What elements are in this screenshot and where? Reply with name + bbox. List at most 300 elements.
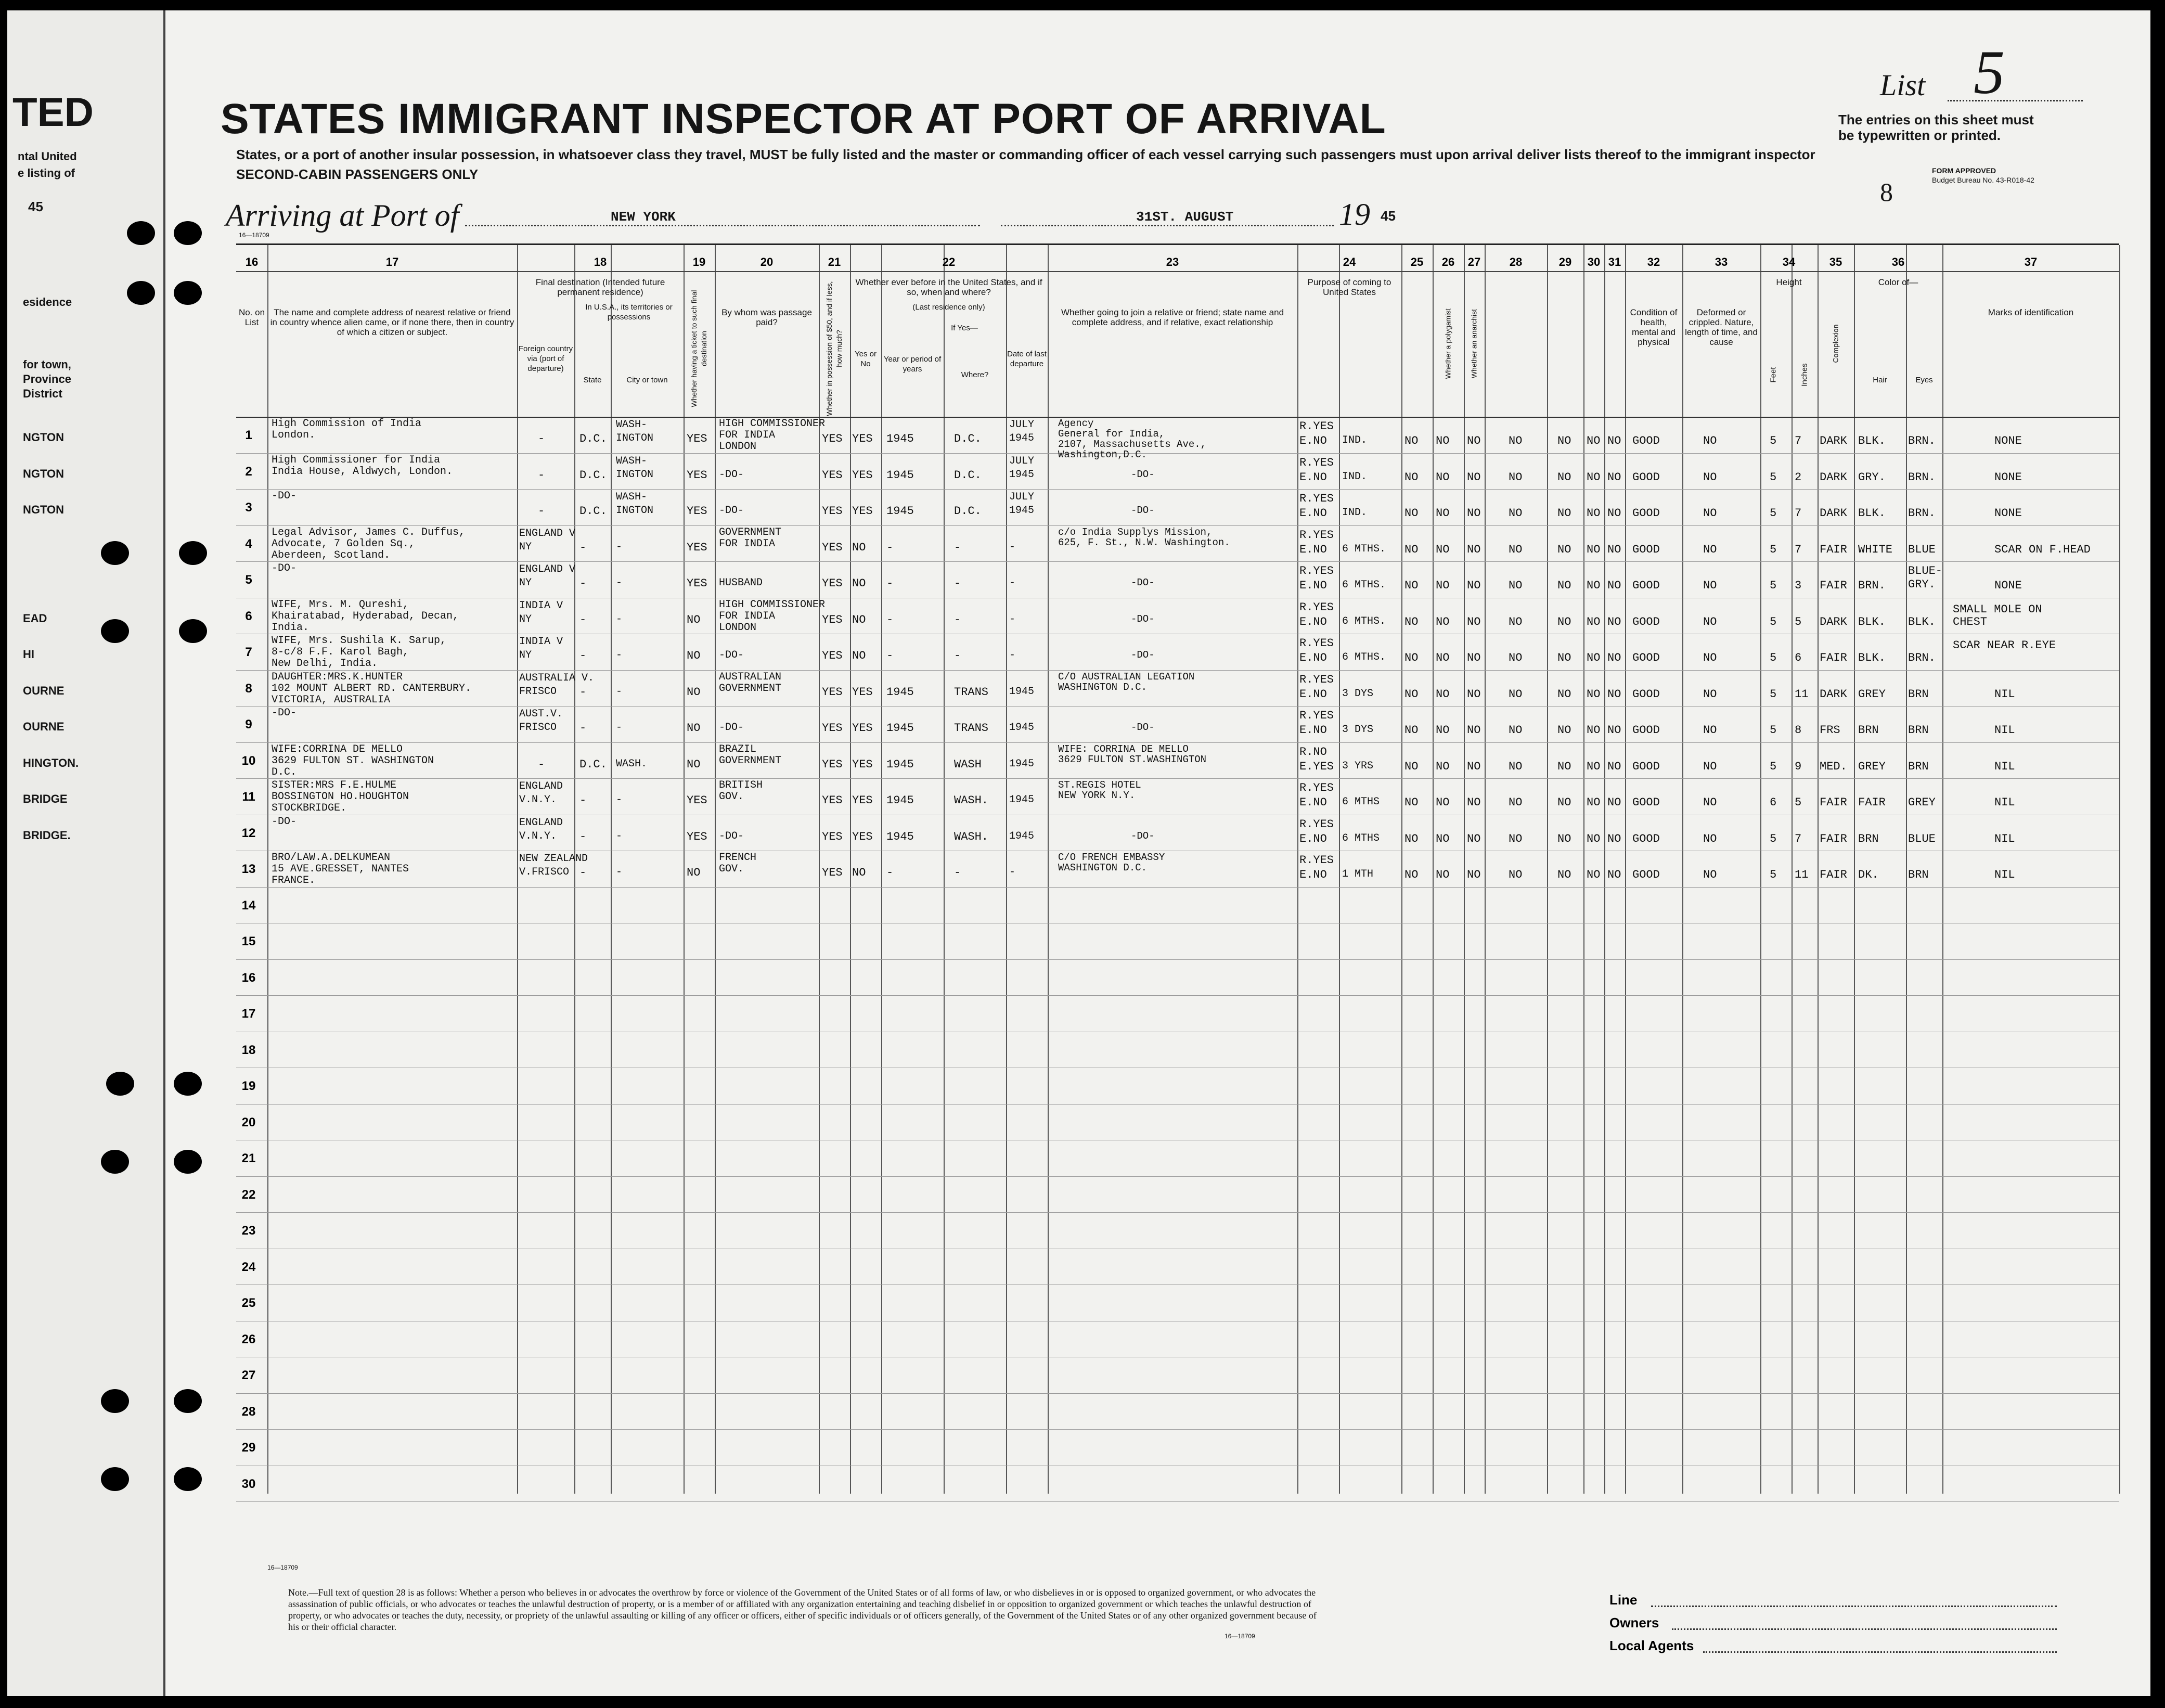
purpose-r: R.NO xyxy=(1299,745,1327,759)
height-feet: 5 xyxy=(1770,507,1777,520)
deformed-value: NO xyxy=(1703,507,1717,520)
answer-c29: NO xyxy=(1557,832,1571,845)
column-divider xyxy=(1818,245,1819,1494)
fifty-dollars-value: YES xyxy=(822,541,843,554)
last-departure-date: - xyxy=(1009,613,1016,625)
column-subheader: Eyes xyxy=(1915,376,1933,384)
column-divider xyxy=(715,245,716,1494)
complexion: FAIR xyxy=(1820,651,1847,664)
before-in-us: YES xyxy=(852,468,873,482)
answer-c28: NO xyxy=(1509,615,1523,628)
answer-c29: NO xyxy=(1557,724,1571,737)
column-subheader: Feet xyxy=(1769,367,1778,383)
before-where: WASH xyxy=(954,757,982,771)
punch-hole xyxy=(179,541,207,565)
destination-city: WASH- xyxy=(616,419,648,431)
ticket-value: YES xyxy=(687,541,707,554)
answer-c28: NO xyxy=(1509,579,1523,592)
row-divider xyxy=(236,1429,2119,1430)
column-number: 23 xyxy=(1166,255,1179,268)
row-number: 1 xyxy=(245,428,252,442)
ticket-value: YES xyxy=(687,794,707,807)
punch-hole xyxy=(106,1072,134,1096)
foreign-country: - xyxy=(538,432,545,445)
punch-hole xyxy=(101,541,129,565)
row-number: 3 xyxy=(245,500,252,515)
answer-c29: NO xyxy=(1557,651,1571,664)
purpose-e: E.NO xyxy=(1299,796,1327,809)
last-departure-date: 1945 xyxy=(1009,830,1035,842)
passage-paid-by: HIGH COMMISSIONER xyxy=(719,418,826,430)
identification-marks: NIL xyxy=(1994,687,2015,701)
height-inches: 7 xyxy=(1795,434,1802,447)
list-label: List xyxy=(1880,68,1926,102)
answer-c29: NO xyxy=(1557,470,1571,484)
column-divider xyxy=(1297,245,1298,1494)
line-field[interactable] xyxy=(1651,1606,2057,1607)
joining-address-line: Washington,D.C. xyxy=(1058,449,1148,460)
height-inches: 8 xyxy=(1795,724,1802,737)
purpose-e: E.NO xyxy=(1299,687,1327,701)
destination-city: INGTON xyxy=(616,432,654,444)
last-departure-date: 1945 xyxy=(1009,757,1035,770)
column-subheader: Foreign country via (port of departure) xyxy=(518,344,573,373)
health-condition: GOOD xyxy=(1632,507,1660,520)
left-row-fragment: BRIDGE. xyxy=(23,828,71,842)
row-number: 25 xyxy=(241,1296,256,1310)
left-fragment-province: Province xyxy=(23,373,71,386)
answer-c30: NO xyxy=(1587,470,1601,484)
before-year: 1945 xyxy=(886,468,914,482)
deformed-value: NO xyxy=(1703,687,1717,701)
hair-color: FAIR xyxy=(1858,796,1886,809)
answer-c30: NO xyxy=(1587,724,1601,737)
port-line xyxy=(465,225,980,226)
joining-address-line: NEW YORK N.Y. xyxy=(1058,790,1136,801)
row-number: 4 xyxy=(245,536,252,551)
answer-c25: NO xyxy=(1404,579,1419,592)
before-year: - xyxy=(886,541,894,554)
health-condition: GOOD xyxy=(1632,832,1660,845)
health-condition: GOOD xyxy=(1632,470,1660,484)
destination-state: - xyxy=(579,541,587,554)
relative-address-line: BOSSINGTON HO.HOUGHTON xyxy=(272,791,409,803)
column-divider xyxy=(1583,245,1584,1494)
answer-c28: NO xyxy=(1509,434,1523,447)
left-fragment-residence: esidence xyxy=(23,296,72,309)
answer-c25: NO xyxy=(1404,507,1419,520)
column-subheader: Date of last departure xyxy=(1007,350,1047,368)
column-subheader: In U.S.A., its territories or possessions xyxy=(585,303,673,322)
deformed-value: NO xyxy=(1703,579,1717,592)
passage-paid-by: -DO- xyxy=(719,505,744,517)
relative-address-line: Aberdeen, Scotland. xyxy=(272,549,391,561)
relative-address-line: WIFE, Mrs. Sushila K. Sarup, xyxy=(272,635,447,647)
answer-c29: NO xyxy=(1557,796,1571,809)
complexion: FAIR xyxy=(1820,832,1847,845)
before-in-us: NO xyxy=(852,541,866,554)
purpose-r: R.YES xyxy=(1299,528,1334,542)
fifty-dollars-value: YES xyxy=(822,685,843,699)
answer-c31: NO xyxy=(1607,868,1621,881)
stay-length: 6 MTHS. xyxy=(1342,615,1386,627)
fifty-dollars-value: YES xyxy=(822,794,843,807)
answer-c26: NO xyxy=(1436,760,1450,773)
answer-c25: NO xyxy=(1404,868,1419,881)
owners-field[interactable] xyxy=(1672,1628,2057,1630)
destination-city: - xyxy=(616,866,623,878)
column-divider xyxy=(944,245,945,1494)
answer-c27: NO xyxy=(1467,724,1481,737)
destination-city: - xyxy=(616,685,623,698)
left-fragment-listing: e listing of xyxy=(18,166,75,179)
row-divider xyxy=(236,959,2119,960)
last-departure-date: JULY xyxy=(1009,491,1035,503)
joining-address-line: -DO- xyxy=(1131,577,1155,588)
answer-c25: NO xyxy=(1404,434,1419,447)
row-number: 8 xyxy=(245,681,252,696)
foreign-port: FRISCO xyxy=(519,722,557,734)
answer-c26: NO xyxy=(1436,470,1450,484)
before-where: D.C. xyxy=(954,505,982,518)
row-divider xyxy=(236,995,2119,996)
answer-c28: NO xyxy=(1509,687,1523,701)
answer-c28: NO xyxy=(1509,760,1523,773)
height-inches: 7 xyxy=(1795,832,1802,845)
answer-c29: NO xyxy=(1557,760,1571,773)
before-year: - xyxy=(886,613,894,626)
purpose-r: R.YES xyxy=(1299,673,1334,686)
before-where: WASH. xyxy=(954,830,989,843)
passage-paid-by: BRAZIL xyxy=(719,743,757,755)
answer-c27: NO xyxy=(1467,760,1481,773)
joining-address-line: 2107, Massachusetts Ave., xyxy=(1058,439,1207,450)
stay-length: 6 MTHS. xyxy=(1342,543,1386,555)
answer-c27: NO xyxy=(1467,868,1481,881)
row-number: 11 xyxy=(242,790,255,804)
answer-c26: NO xyxy=(1436,543,1450,556)
foreign-country: AUST.V. xyxy=(519,708,563,720)
hair-color: BRN. xyxy=(1858,579,1886,592)
foreign-country: NEW ZEALAND xyxy=(519,853,588,865)
stay-length: 1 MTH xyxy=(1342,868,1374,880)
column-header: Purpose of coming to United States xyxy=(1307,277,1391,297)
answer-c29: NO xyxy=(1557,434,1571,447)
purpose-e: E.NO xyxy=(1299,543,1327,556)
answer-c28: NO xyxy=(1509,832,1523,845)
complexion: FAIR xyxy=(1820,579,1847,592)
before-in-us: YES xyxy=(852,505,873,518)
row-number: 30 xyxy=(241,1476,256,1491)
form-title: STATES IMMIGRANT INSPECTOR AT PORT OF ARRIVAL xyxy=(221,95,1386,143)
answer-c25: NO xyxy=(1404,615,1419,628)
row-divider xyxy=(236,1104,2119,1105)
destination-state: - xyxy=(579,830,587,843)
foreign-country: INDIA V xyxy=(519,636,563,648)
column-divider xyxy=(1604,245,1605,1494)
row-number: 16 xyxy=(241,970,256,985)
form-code-bottom: 16—18709 xyxy=(1225,1633,1255,1640)
row-number: 19 xyxy=(241,1079,256,1093)
column-header: No. on List xyxy=(238,307,265,327)
identification-marks: NONE xyxy=(1994,507,2022,520)
before-year: 1945 xyxy=(886,794,914,807)
answer-c31: NO xyxy=(1607,796,1621,809)
height-inches: 11 xyxy=(1795,868,1809,881)
height-feet: 6 xyxy=(1770,796,1777,809)
column-header: Whether a polygamist xyxy=(1444,308,1452,379)
column-number: 20 xyxy=(760,255,774,268)
column-divider xyxy=(1006,245,1007,1494)
left-row-fragment: BRIDGE xyxy=(23,792,68,805)
column-divider xyxy=(819,245,820,1494)
row-number: 2 xyxy=(245,464,252,479)
destination-city: WASH. xyxy=(616,757,648,770)
height-feet: 5 xyxy=(1770,543,1777,556)
complexion: FAIR xyxy=(1820,543,1847,556)
relative-address-line: -DO- xyxy=(272,707,297,719)
column-number: 32 xyxy=(1647,255,1660,268)
row-divider xyxy=(236,525,2119,526)
row-divider xyxy=(236,1212,2119,1213)
joining-address-line: General for India, xyxy=(1058,428,1165,440)
eye-color: BRN. xyxy=(1908,507,1936,520)
column-divider xyxy=(1625,245,1626,1494)
column-number: 26 xyxy=(1441,255,1455,268)
answer-c29: NO xyxy=(1557,687,1571,701)
relative-address-line: FRANCE. xyxy=(272,875,316,887)
ticket-value: NO xyxy=(687,722,701,735)
column-number: 19 xyxy=(692,255,706,268)
answer-c30: NO xyxy=(1587,868,1601,881)
health-condition: GOOD xyxy=(1632,724,1660,737)
before-year: 1945 xyxy=(886,722,914,735)
answer-c30: NO xyxy=(1587,507,1601,520)
eye-color: BLUE xyxy=(1908,543,1936,556)
joining-address-line: -DO- xyxy=(1131,830,1155,842)
health-condition: GOOD xyxy=(1632,796,1660,809)
ticket-value: YES xyxy=(687,830,707,843)
answer-c30: NO xyxy=(1587,832,1601,845)
column-header: Deformed or crippled. Nature, length of time, and cause xyxy=(1685,307,1758,347)
joining-address-line: -DO- xyxy=(1131,468,1155,480)
before-where: WASH. xyxy=(954,794,989,807)
fifty-dollars-value: YES xyxy=(822,830,843,843)
passage-paid-by: FRENCH xyxy=(719,852,757,864)
joining-address-line: C/O AUSTRALIAN LEGATION xyxy=(1058,671,1195,683)
identification-marks: NIL xyxy=(1994,760,2015,773)
list-number: 5 xyxy=(1974,37,2005,107)
ticket-value: YES xyxy=(687,505,707,518)
left-row-fragment: NGTON xyxy=(23,503,65,516)
row-number: 28 xyxy=(241,1404,256,1419)
identification-marks: NIL xyxy=(1994,724,2015,737)
column-subheader: Inches xyxy=(1800,363,1809,387)
relative-address-line: 8-c/8 F.F. Karol Bagh, xyxy=(272,646,409,658)
complexion: MED. xyxy=(1820,760,1847,773)
before-year: - xyxy=(886,649,894,662)
punch-hole xyxy=(174,1072,202,1096)
column-divider xyxy=(1792,245,1793,1494)
answer-c27: NO xyxy=(1467,651,1481,664)
purpose-r: R.YES xyxy=(1299,854,1334,867)
answer-c26: NO xyxy=(1436,868,1450,881)
answer-c31: NO xyxy=(1607,760,1621,773)
height-feet: 5 xyxy=(1770,651,1777,664)
left-row-fragment: OURNE xyxy=(23,684,65,697)
answer-c29: NO xyxy=(1557,543,1571,556)
hair-color: BRN xyxy=(1858,832,1879,845)
health-condition: GOOD xyxy=(1632,868,1660,881)
agents-field[interactable] xyxy=(1703,1651,2057,1653)
relative-address-line: Advocate, 7 Golden Sq., xyxy=(272,537,416,550)
arriving-label: Arriving at Port of xyxy=(226,198,459,233)
answer-c25: NO xyxy=(1404,651,1419,664)
foreign-country: - xyxy=(538,757,545,771)
destination-state: - xyxy=(579,613,587,626)
column-number: 30 xyxy=(1587,255,1601,268)
height-inches: 6 xyxy=(1795,651,1802,664)
passage-paid-by: GOV. xyxy=(719,791,744,803)
answer-c30: NO xyxy=(1587,434,1601,447)
answer-c25: NO xyxy=(1404,832,1419,845)
deformed-value: NO xyxy=(1703,868,1717,881)
ticket-value: NO xyxy=(687,757,701,771)
column-number: 24 xyxy=(1343,255,1356,268)
left-fragment-united: ntal United xyxy=(18,150,77,163)
answer-c26: NO xyxy=(1436,651,1450,664)
passage-paid-by: LONDON xyxy=(719,621,757,634)
fifty-dollars-value: YES xyxy=(822,505,843,518)
height-feet: 5 xyxy=(1770,724,1777,737)
answer-c30: NO xyxy=(1587,615,1601,628)
joining-address-line: 3629 FULTON ST.WASHINGTON xyxy=(1058,753,1207,765)
health-condition: GOOD xyxy=(1632,615,1660,628)
column-divider xyxy=(1942,245,1943,1494)
relative-address-line: SISTER:MRS F.E.HULME xyxy=(272,779,397,791)
before-year: 1945 xyxy=(886,685,914,699)
row-divider xyxy=(236,778,2119,779)
column-number: 33 xyxy=(1715,255,1728,268)
eye-color: GREY xyxy=(1908,796,1936,809)
answer-c28: NO xyxy=(1509,724,1523,737)
hair-color: DK. xyxy=(1858,868,1879,881)
last-departure-date: - xyxy=(1009,577,1016,589)
list-number-line xyxy=(1948,100,2083,101)
eye-color: BRN xyxy=(1908,760,1929,773)
destination-state: - xyxy=(579,866,587,879)
passage-paid-by: FOR INDIA xyxy=(719,429,776,441)
identification-marks: CHEST xyxy=(1953,615,1988,628)
answer-c27: NO xyxy=(1467,615,1481,628)
fifty-dollars-value: YES xyxy=(822,613,843,626)
identification-marks: NIL xyxy=(1994,868,2015,881)
answer-c25: NO xyxy=(1404,470,1419,484)
stay-length: IND. xyxy=(1342,470,1368,483)
relative-address-line: 15 AVE.GRESSET, NANTES xyxy=(272,863,409,875)
hair-color: BLK. xyxy=(1858,507,1886,520)
row-number: 5 xyxy=(245,573,252,587)
last-departure-date: 1945 xyxy=(1009,505,1035,517)
answer-c26: NO xyxy=(1436,434,1450,447)
header-divider xyxy=(236,417,2119,418)
column-header: Condition of health, mental and physical xyxy=(1630,307,1678,347)
answer-c26: NO xyxy=(1436,796,1450,809)
row-number: 26 xyxy=(241,1332,256,1346)
stay-length: 3 DYS xyxy=(1342,724,1374,736)
relative-address-line: VICTORIA, AUSTRALIA xyxy=(272,694,391,706)
foreign-country: ENGLAND xyxy=(519,780,563,792)
column-divider xyxy=(1048,245,1049,1494)
purpose-r: R.YES xyxy=(1299,456,1334,469)
before-where: TRANS xyxy=(954,685,989,699)
purpose-r: R.YES xyxy=(1299,817,1334,831)
health-condition: GOOD xyxy=(1632,579,1660,592)
answer-c31: NO xyxy=(1607,579,1621,592)
answer-c28: NO xyxy=(1509,470,1523,484)
column-divider xyxy=(574,245,575,1494)
joining-address-line: WASHINGTON D.C. xyxy=(1058,681,1148,693)
eye-color: BRN xyxy=(1908,868,1929,881)
joining-address-line: c/o India Supplys Mission, xyxy=(1058,526,1213,538)
destination-state: - xyxy=(579,794,587,807)
destination-state: D.C. xyxy=(579,432,607,445)
height-inches: 7 xyxy=(1795,507,1802,520)
left-row-fragment: NGTON xyxy=(23,467,65,480)
destination-state: D.C. xyxy=(579,757,607,771)
hair-color: GREY xyxy=(1858,687,1886,701)
fifty-dollars-value: YES xyxy=(822,468,843,482)
form-approved: FORM APPROVED xyxy=(1932,166,1996,175)
answer-c31: NO xyxy=(1607,615,1621,628)
last-departure-date: 1945 xyxy=(1009,468,1035,481)
column-header: Whether going to join a relative or friend; state name and complete address, and if relative, exact relationship xyxy=(1061,307,1284,327)
before-where: - xyxy=(954,541,961,554)
destination-city: - xyxy=(616,613,623,625)
answer-c30: NO xyxy=(1587,543,1601,556)
before-in-us: NO xyxy=(852,613,866,626)
joining-address-line: ST.REGIS HOTEL xyxy=(1058,779,1141,791)
destination-city: - xyxy=(616,577,623,589)
column-number: 36 xyxy=(1891,255,1905,268)
answer-c31: NO xyxy=(1607,434,1621,447)
row-number: 12 xyxy=(241,826,256,840)
eye-color: GRY. xyxy=(1908,578,1936,591)
stay-length: IND. xyxy=(1342,434,1368,446)
answer-c28: NO xyxy=(1509,507,1523,520)
column-number: 27 xyxy=(1467,255,1481,268)
before-where: - xyxy=(954,866,961,879)
complexion: FRS xyxy=(1820,724,1840,737)
ticket-value: NO xyxy=(687,613,701,626)
hair-color: BLK. xyxy=(1858,651,1886,664)
column-divider xyxy=(1547,245,1548,1494)
row-number: 17 xyxy=(241,1007,256,1021)
relative-address-line: Khairatabad, Hyderabad, Decan, xyxy=(272,610,459,622)
footnote: Note.—Full text of question 28 is as follows: Whether a person who believes in or advocates the overthrow by force or violence of the Government of the United States or of all forms of law, or who disbelieves in or is opposed to organized government, or who advocates the assassination of public officials, or who advocates or teaches the unlawful destruction of property, or is a member of or affiliated with any organization entertaining and teaching disbelief in or opposition to organized government or which teaches the unlawful destruction of property, or who advocates or teaches the duty, necessity, or propriety of the unlawful assaulting or killing of any officer or officers, either of specific individuals or of officers generally, of the Government of the United States or of any other organized government because of his or their official character. xyxy=(288,1587,1317,1632)
year-suffix: 45 xyxy=(1381,208,1396,224)
joining-address-line: WASHINGTON D.C. xyxy=(1058,862,1148,874)
column-divider xyxy=(1854,245,1855,1494)
eye-color: BRN. xyxy=(1908,470,1936,484)
before-in-us: YES xyxy=(852,794,873,807)
foreign-port: FRISCO xyxy=(519,685,557,698)
date-value: 31ST. AUGUST xyxy=(1136,209,1234,225)
column-divider xyxy=(1433,245,1434,1494)
before-in-us: YES xyxy=(852,432,873,445)
ticket-value: NO xyxy=(687,685,701,699)
last-departure-date: JULY xyxy=(1009,455,1035,467)
